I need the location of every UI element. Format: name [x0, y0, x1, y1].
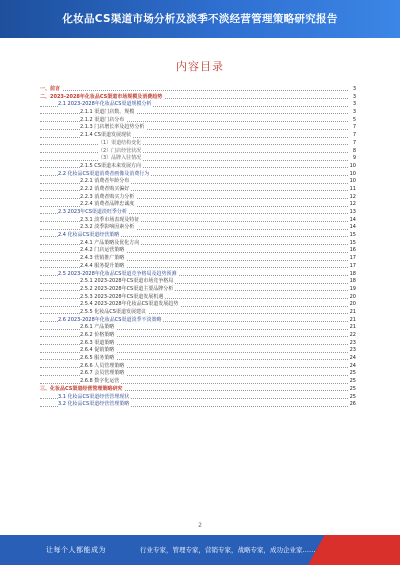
page-number: 2 — [198, 522, 202, 529]
toc-entry[interactable] — [40, 355, 356, 363]
toc-entry-page: 19 — [349, 285, 356, 292]
toc-entry-text: 三、化妆品CS渠道经营管理策略研究 — [40, 385, 123, 392]
toc-leader-dots — [40, 90, 348, 91]
toc-entry-page: 22 — [349, 332, 356, 338]
footer-slogan: 让每个人都能成为 — [46, 546, 106, 554]
toc-entry-text: 2.5.4 2023-2028年化妆品CS渠道发展趋势 — [80, 301, 179, 308]
toc-entry-page: 25 — [349, 378, 356, 385]
toc-entry-text: 2.5.2 2023-2028年CS渠道主要品牌分析 — [80, 285, 174, 292]
toc-entry-page: 3 — [348, 101, 356, 109]
toc-entry-text: 2.6.6 人员管理策略 — [80, 362, 125, 369]
toc-entry-page: 9 — [348, 155, 356, 163]
toc-entry-page: 5 — [348, 117, 356, 125]
footer-banner — [0, 535, 400, 565]
toc-entry[interactable] — [40, 109, 356, 117]
toc-entry-text: 2.1.4 CS渠道发展现状 — [80, 132, 131, 139]
footer-accent — [308, 535, 400, 565]
toc-entry-text: 2.1.5 CS渠道未来发展方向 — [80, 162, 141, 169]
table-of-contents — [40, 86, 356, 409]
toc-entry-page: 11 — [349, 185, 356, 192]
toc-entry-text: 2.6.2 价格策略 — [80, 332, 115, 338]
toc-entry-page: 18 — [349, 278, 356, 285]
toc-entry[interactable] — [40, 324, 356, 332]
toc-entry-page: 24 — [349, 362, 356, 369]
toc-entry-text: （1）渠道结构变化 — [98, 139, 142, 146]
toc-entry-page: 16 — [349, 247, 356, 254]
toc-entry-page: 25 — [349, 393, 356, 400]
toc-entry-page: 7 — [348, 124, 356, 132]
toc-entry[interactable] — [40, 255, 356, 263]
toc-entry-page: 13 — [349, 209, 356, 215]
toc-entry[interactable] — [40, 332, 356, 340]
toc-entry[interactable] — [40, 124, 356, 132]
toc-entry-text: 2.5.5 化妆品CS渠道发展建议 — [80, 308, 146, 315]
toc-entry-text: 2.4.1 产品策略及优化方向 — [80, 239, 140, 246]
toc-entry-page: 17 — [349, 262, 356, 269]
toc-entry-text: 2.2.1 消费者年龄分布 — [80, 178, 130, 185]
toc-entry-text: 2.4 化妆品CS渠道经营策略 — [58, 232, 120, 239]
toc-entry[interactable] — [40, 148, 356, 156]
toc-entry[interactable] — [40, 86, 356, 94]
toc-entry-page: 21 — [349, 308, 356, 315]
report-title: 化妆品CS渠道市场分析及淡季不淡经营管理策略研究报告 — [62, 13, 338, 25]
toc-entry-page: 21 — [349, 324, 356, 331]
toc-entry[interactable] — [40, 386, 356, 394]
toc-entry[interactable] — [40, 224, 356, 232]
toc-entry-text: 2.6 2023-2028年化妆品CS渠道淡季不淡策略 — [58, 316, 162, 323]
toc-entry-text: 2.1 2023-2028年化妆品CS渠道规模分析 — [58, 101, 152, 108]
toc-entry-page: 10 — [349, 178, 356, 185]
toc-entry-text: 2.5 2023-2028年化妆品CS渠道竞争格局及趋势预测 — [58, 270, 177, 277]
toc-entry[interactable] — [40, 378, 356, 386]
toc-entry-text: 2.4.4 服务提升策略 — [80, 262, 125, 269]
toc-entry-text: 2.1.1 渠道门店数、规模 — [80, 109, 135, 116]
toc-entry[interactable] — [40, 201, 356, 209]
toc-entry-text: 3.2 化妆品CS渠道经营管理策略 — [58, 401, 130, 408]
toc-entry-page: 10 — [349, 170, 356, 177]
toc-entry-page: 20 — [349, 293, 356, 300]
toc-entry-text: 2.1.2 渠道门店分布 — [80, 116, 125, 123]
toc-entry[interactable] — [40, 163, 356, 171]
toc-entry-text: 2.2.3 消费者购买力分析 — [80, 193, 135, 200]
toc-entry-page: 3 — [348, 86, 356, 94]
toc-entry-text: 2.6.5 服务策略 — [80, 355, 115, 362]
toc-entry-page: 14 — [349, 216, 356, 223]
toc-leader-dots — [40, 144, 348, 145]
toc-entry-page: 23 — [349, 339, 356, 346]
toc-entry-text: 2.6.7 会员管理策略 — [80, 370, 125, 377]
toc-entry-text: 3.1 化妆品CS渠道经营管理现状 — [58, 393, 130, 400]
toc-entry-page: 25 — [349, 370, 356, 377]
toc-entry[interactable] — [40, 232, 356, 240]
toc-entry-page: 23 — [349, 347, 356, 354]
toc-entry-text: 2.4.3 营销推广策略 — [80, 255, 125, 262]
toc-entry-text: 2.2.4 消费者品牌忠诚度 — [80, 201, 135, 208]
toc-entry-text: 2.2.2 消费者购买偏好 — [80, 185, 130, 192]
toc-entry[interactable] — [40, 278, 356, 286]
toc-entry-text: 2.3.1 淡季市场表现及特征 — [80, 216, 140, 223]
toc-entry-text: 2.6.1 产品策略 — [80, 324, 115, 331]
toc-entry-page: 7 — [348, 140, 356, 148]
toc-entry[interactable] — [40, 347, 356, 355]
toc-entry[interactable] — [40, 101, 356, 109]
toc-entry-text: 2.5.1 2023-2028年CS渠道市场竞争格局 — [80, 278, 174, 285]
footer-tagline: 行业专家，管理专家，营销专家，战略专家，成功企业家…… — [140, 546, 316, 554]
toc-entry-text: 2.1.3 门店增长率及趋势分析 — [80, 124, 145, 131]
toc-entry-page: 7 — [348, 132, 356, 140]
toc-entry-page: 24 — [349, 355, 356, 362]
toc-entry[interactable] — [40, 309, 356, 317]
toc-entry-text: 2.3.2 淡季影响因素分析 — [80, 224, 135, 231]
toc-entry[interactable] — [40, 286, 356, 294]
toc-entry[interactable] — [40, 140, 356, 148]
toc-entry-page: 12 — [349, 201, 356, 208]
toc-entry-page: 3 — [348, 94, 356, 102]
toc-leader-dots — [40, 152, 348, 153]
toc-entry-text: 2.6.4 促销策略 — [80, 347, 115, 354]
toc-entry-text: 二、2023-2028年化妆品CS渠道市场规模及消费趋势 — [40, 93, 163, 100]
toc-entry-text: 2.2 化妆品CS渠道消费者画像及消费行为 — [58, 170, 150, 177]
toc-entry-page: 25 — [349, 385, 356, 392]
toc-entry-text: 2.4.2 门店运营策略 — [80, 247, 125, 254]
toc-entry[interactable] — [40, 370, 356, 378]
toc-entry[interactable] — [40, 155, 356, 163]
toc-entry-page: 3 — [348, 109, 356, 117]
toc-entry-page: 21 — [349, 316, 356, 323]
toc-entry-page: 8 — [348, 148, 356, 156]
toc-entry-text: （3）品牌入驻情况 — [98, 155, 142, 162]
toc-entry[interactable] — [40, 247, 356, 255]
toc-entry-page: 15 — [349, 239, 356, 246]
toc-entry-page: 10 — [349, 162, 356, 169]
toc-entry[interactable] — [40, 401, 356, 409]
toc-entry-page: 12 — [349, 193, 356, 200]
toc-entry-page: 15 — [349, 232, 356, 239]
toc-entry-text: 2.6.3 渠道策略 — [80, 339, 115, 346]
toc-entry[interactable] — [40, 178, 356, 186]
toc-heading: 内容目录 — [176, 60, 224, 73]
toc-entry[interactable] — [40, 209, 356, 217]
toc-entry-page: 26 — [349, 401, 356, 408]
toc-entry-text: 一、前言 — [40, 86, 61, 92]
toc-entry-text: 2.5.3 2023-2028年CS渠道发展机遇 — [80, 293, 164, 300]
toc-entry-text: （2）门店经营状况 — [98, 147, 142, 154]
toc-leader-dots — [40, 160, 348, 161]
toc-entry[interactable] — [40, 186, 356, 194]
toc-entry[interactable] — [40, 132, 356, 140]
toc-entry-page: 14 — [349, 224, 356, 231]
toc-entry-text: 2.3 2023年CS渠道淡旺季分析 — [58, 209, 127, 215]
toc-entry-page: 18 — [349, 270, 356, 277]
toc-entry-text: 2.6.8 数字化运营 — [80, 378, 120, 385]
toc-entry[interactable] — [40, 263, 356, 271]
toc-entry-page: 20 — [349, 301, 356, 308]
toc-entry[interactable] — [40, 301, 356, 309]
toc-entry-page: 17 — [349, 255, 356, 262]
header-banner — [0, 0, 400, 38]
